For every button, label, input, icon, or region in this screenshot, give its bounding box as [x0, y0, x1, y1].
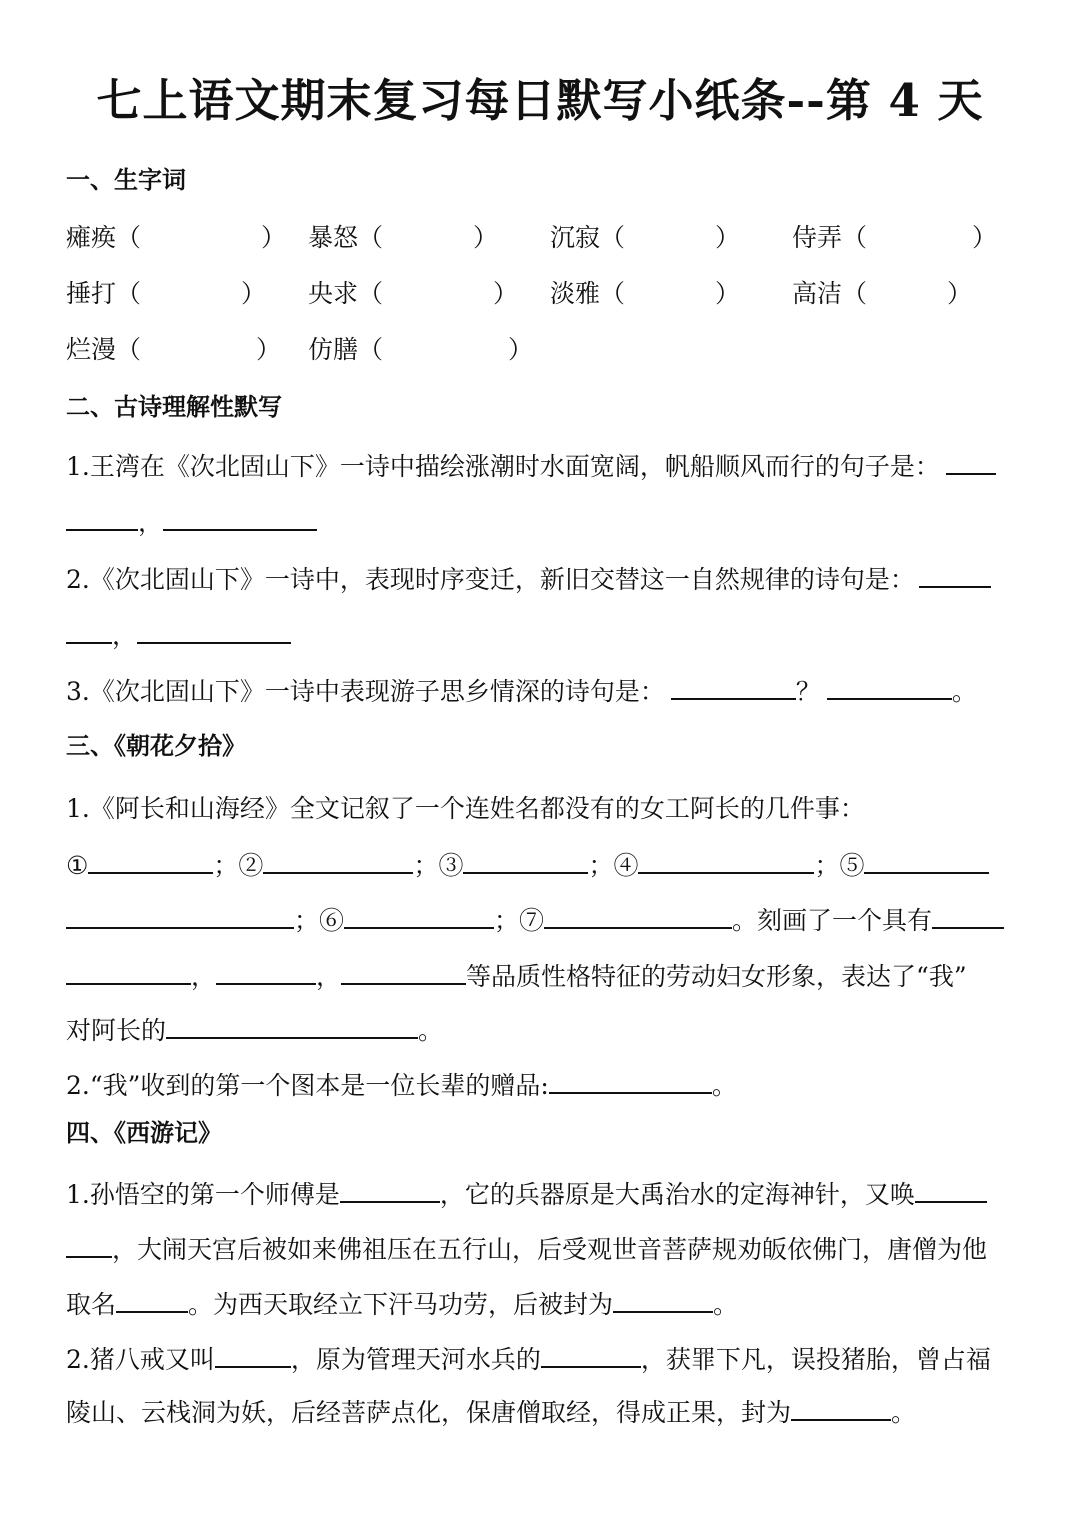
question-line: ， — [66, 509, 317, 535]
vocab-item: 烂漫（ ） — [66, 335, 282, 364]
question-line: 1.王湾在《次北固山下》一诗中描绘涨潮时水面宽阔，帆船顺风而行的句子是： — [66, 453, 996, 479]
answer-blank[interactable] — [671, 678, 796, 700]
question-line: 取名 。为西天取经立下汗马功劳，后被封为 。 — [66, 1290, 739, 1319]
vocab-item: 央求（ ） — [308, 279, 519, 308]
answer-blank[interactable] — [137, 622, 291, 644]
answer-blank[interactable] — [66, 509, 138, 531]
answer-blank[interactable] — [66, 1236, 112, 1258]
answer-blank[interactable] — [163, 509, 317, 531]
question-line: ① ；② ；③ ；④ ；⑤ — [66, 852, 989, 878]
answer-blank[interactable] — [549, 1072, 712, 1094]
answer-blank[interactable] — [932, 907, 1004, 929]
answer-blank[interactable] — [216, 963, 316, 985]
vocab-item: 侍弄（ ） — [792, 223, 998, 252]
question-line: 陵山、云栈洞为妖，后经菩萨点化，保唐僧取经，得成正果，封为 。 — [66, 1398, 917, 1427]
answer-blank[interactable] — [215, 1346, 291, 1368]
vocab-item: 高洁（ ） — [792, 279, 973, 308]
answer-blank[interactable] — [915, 1181, 987, 1203]
vocab-item: 瘫痪（ ） — [66, 223, 287, 252]
question-line: 3.《次北固山下》一诗中表现游子思乡情深的诗句是： ？ 。 — [66, 677, 977, 706]
answer-blank[interactable] — [340, 1181, 440, 1203]
answer-blank[interactable] — [544, 907, 732, 929]
section-heading-xiyouji: 四、《西游记》 — [66, 1118, 222, 1147]
answer-blank[interactable] — [66, 622, 112, 644]
answer-blank[interactable] — [827, 678, 952, 700]
question-line: ，大闹天宫后被如来佛祖压在五行山，后受观世音菩萨规劝皈依佛门，唐僧为他 — [66, 1236, 987, 1262]
answer-blank[interactable] — [946, 453, 996, 475]
answer-blank[interactable] — [791, 1399, 891, 1421]
answer-blank[interactable] — [66, 907, 294, 929]
answer-blank[interactable] — [613, 1291, 713, 1313]
answer-blank[interactable] — [341, 963, 466, 985]
answer-blank[interactable] — [166, 1017, 418, 1039]
answer-blank[interactable] — [638, 852, 814, 874]
answer-blank[interactable] — [263, 852, 413, 874]
question-line: 2.猪八戒又叫 ，原为管理天河水兵的 ，获罪下凡，误投猪胎，曾占福 — [66, 1345, 991, 1374]
question-line: ；⑥ ；⑦ 。刻画了一个具有 — [66, 907, 1004, 933]
question-line: 1.孙悟空的第一个师傅是 ，它的兵器原是大禹治水的定海神针，又唤 — [66, 1181, 987, 1207]
section-heading-zhaohua: 三、《朝花夕拾》 — [66, 731, 246, 760]
answer-blank[interactable] — [463, 852, 588, 874]
question-line: 2.《次北固山下》一诗中，表现时序变迁，新旧交替这一自然规律的诗句是： — [66, 566, 991, 592]
answer-blank[interactable] — [88, 852, 213, 874]
question-line: 2.“我”收到的第一个图本是一位长辈的赠品: 。 — [66, 1071, 737, 1100]
question-line: 1.《阿长和山海经》全文记叙了一个连姓名都没有的女工阿长的几件事： — [66, 794, 865, 823]
vocab-item: 暴怒（ ） — [308, 223, 499, 252]
answer-blank[interactable] — [66, 963, 191, 985]
answer-blank[interactable] — [344, 907, 494, 929]
vocab-item: 捶打（ ） — [66, 279, 267, 308]
answer-blank[interactable] — [116, 1291, 188, 1313]
question-line: ， ， 等品质性格特征的劳动妇女形象，表达了“我” — [66, 963, 967, 989]
question-line: 对阿长的 。 — [66, 1016, 444, 1045]
answer-blank[interactable] — [864, 852, 989, 874]
section-heading-vocab: 一、生字词 — [66, 165, 186, 194]
question-line: ， — [66, 622, 291, 648]
vocab-item: 仿膳（ ） — [308, 335, 534, 364]
answer-blank[interactable] — [541, 1346, 641, 1368]
page-title: 七上语文期末复习每日默写小纸条--第 4 天 — [96, 74, 984, 127]
vocab-item: 沉寂（ ） — [550, 223, 741, 252]
answer-blank[interactable] — [919, 566, 991, 588]
vocab-item: 淡雅（ ） — [550, 279, 741, 308]
section-heading-poetry: 二、古诗理解性默写 — [66, 392, 282, 421]
